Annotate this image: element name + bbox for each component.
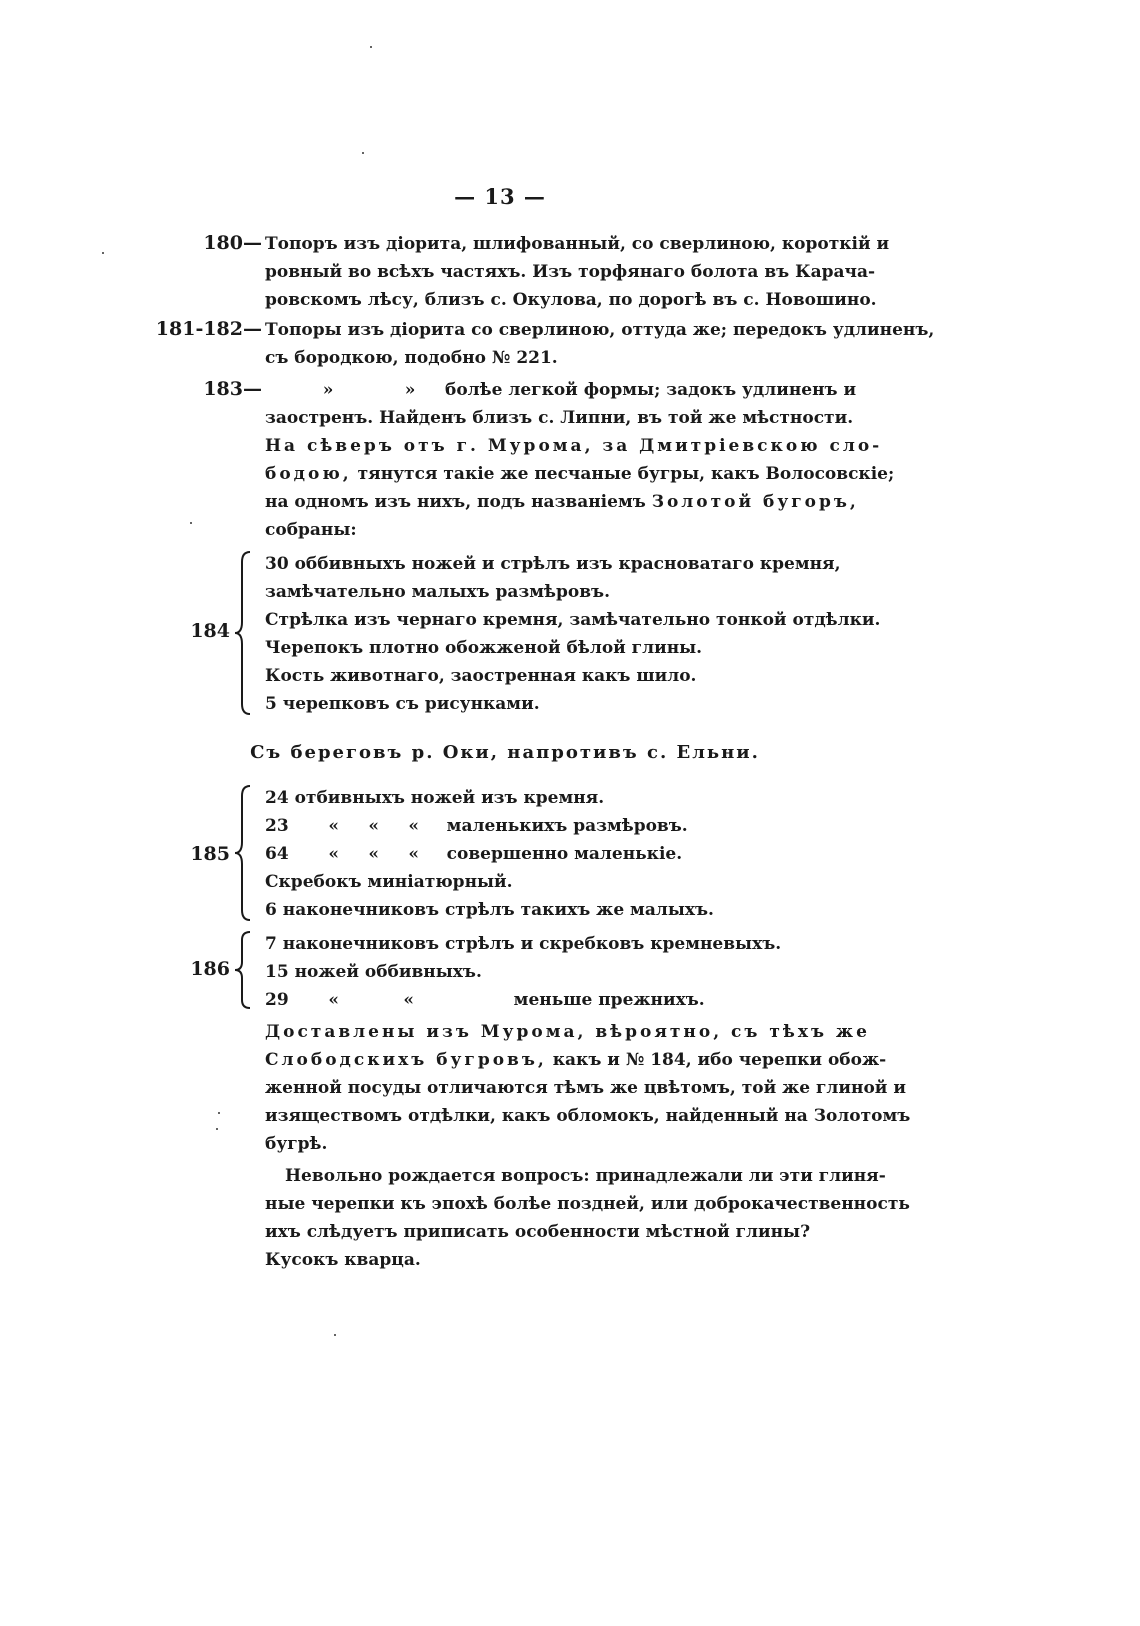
entry-180-line-1: Топоръ изъ діорита, шлифованный, со сверлиною, короткій и: [265, 234, 890, 254]
ditto-mark: «: [408, 844, 419, 864]
entry-180-line-2: ровный во всѣхъ частяхъ. Изъ торфянаго болота въ Карача-: [265, 262, 876, 282]
group-186-line-2: 15 ножей оббивныхъ.: [265, 962, 482, 982]
paragraph-2-line-3: ихъ слѣдуетъ приписать особенности мѣстной глины?: [265, 1222, 811, 1242]
brace-184: [234, 550, 254, 716]
scan-speck: [334, 1334, 336, 1336]
scan-speck: [218, 1112, 220, 1114]
ditto-mark: «: [368, 816, 379, 836]
entry-183-line-1-text: болѣе легкой формы; задокъ удлиненъ и: [445, 380, 857, 400]
entry-180-line-3: ровскомъ лѣсу, близъ с. Окулова, по дорогѣ въ с. Новошино.: [265, 290, 877, 310]
paragraph-1-line-1: Доставлены изъ Мурома, вѣроятно, съ тѣхъ же: [265, 1022, 870, 1042]
ditto-mark: «: [403, 990, 414, 1010]
scan-speck: [102, 252, 104, 254]
group-184-line-6: 5 черепковъ съ рисунками.: [265, 694, 540, 714]
entry-181-182-line-1: Топоры изъ діорита со сверлиною, оттуда же; передокъ удлиненъ,: [265, 320, 935, 340]
group-185-line-3: 64 « « « совершенно маленькіе.: [265, 844, 683, 864]
entry-181-182-number: 181-182—: [155, 318, 262, 340]
paragraph-1-line-4: изяществомъ отдѣлки, какъ обломокъ, найденный на Золотомъ: [265, 1106, 911, 1126]
paragraph-2-line-4: Кусокъ кварца.: [265, 1250, 421, 1270]
group-186-number: 186: [190, 958, 230, 980]
entry-183-line-2: заостренъ. Найденъ близъ с. Липни, въ той же мѣстности.: [265, 408, 854, 428]
intro-184-line-3: на одномъ изъ нихъ, подъ названіемъ Золотой бугоръ,: [265, 492, 859, 512]
entry-183-number: 183—: [203, 378, 262, 400]
scan-speck: [370, 46, 372, 48]
paragraph-1-line-2: Слободскихъ бугровъ, какъ и № 184, ибо черепки обож-: [265, 1050, 887, 1070]
intro-184-line-4: собраны:: [265, 520, 357, 540]
entry-180-number: 180—: [203, 232, 262, 254]
group-184-line-1: 30 оббивныхъ ножей и стрѣлъ изъ красноватаго кремня,: [265, 554, 841, 574]
brace-186: [234, 930, 254, 1010]
ditto-mark: «: [368, 844, 379, 864]
paragraph-2-line-1: Невольно рождается вопросъ: принадлежали ли эти глиня-: [285, 1166, 886, 1186]
entry-181-182-line-2: съ бородкою, подобно № 221.: [265, 348, 558, 368]
ditto-mark: «: [328, 816, 339, 836]
group-185-line-5: 6 наконечниковъ стрѣлъ такихъ же малыхъ.: [265, 900, 714, 920]
brace-185: [234, 784, 254, 922]
intro-184-line-1: На сѣверъ отъ г. Мурома, за Дмитріевскою сло-: [265, 436, 883, 456]
ditto-mark: »: [322, 380, 334, 400]
scan-speck: [362, 152, 364, 154]
ditto-mark: »: [404, 380, 416, 400]
group-184-line-2: замѣчательно малыхъ размѣровъ.: [265, 582, 610, 602]
paragraph-1-line-5: бугрѣ.: [265, 1134, 328, 1154]
group-184-line-3: Стрѣлка изъ чернаго кремня, замѣчательно тонкой отдѣлки.: [265, 610, 881, 630]
ditto-mark: «: [408, 816, 419, 836]
scan-speck: [190, 522, 192, 524]
section-heading: Съ береговъ р. Оки, напротивъ с. Ельни.: [250, 742, 760, 763]
entry-183-line-1: [265, 380, 856, 400]
paragraph-1-line-3: женной посуды отличаются тѣмъ же цвѣтомъ, той же глиной и: [265, 1078, 906, 1098]
group-184-line-4: Черепокъ плотно обожженой бѣлой глины.: [265, 638, 703, 658]
ditto-mark: «: [328, 844, 339, 864]
group-184-line-5: Кость животнаго, заостренная какъ шило.: [265, 666, 697, 686]
group-186-line-3: 29 « « меньше прежнихъ.: [265, 990, 705, 1010]
intro-184-line-2: бодою, тянутся такіе же песчаные бугры, какъ Волосовскіе;: [265, 464, 895, 484]
group-186-line-1: 7 наконечниковъ стрѣлъ и скребковъ кремневыхъ.: [265, 934, 782, 954]
group-185-line-1: 24 отбивныхъ ножей изъ кремня.: [265, 788, 605, 808]
group-185-number: 185: [190, 843, 230, 865]
scan-speck: [216, 1128, 218, 1130]
page-number: — 13 —: [454, 184, 546, 209]
ditto-mark: «: [328, 990, 339, 1010]
group-185-line-2: 23 « « « маленькихъ размѣровъ.: [265, 816, 688, 836]
group-184-number: 184: [190, 620, 230, 642]
group-185-line-4: Скребокъ миніатюрный.: [265, 872, 513, 892]
paragraph-2-line-2: ные черепки къ эпохѣ болѣе поздней, или доброкачественность: [265, 1194, 910, 1214]
